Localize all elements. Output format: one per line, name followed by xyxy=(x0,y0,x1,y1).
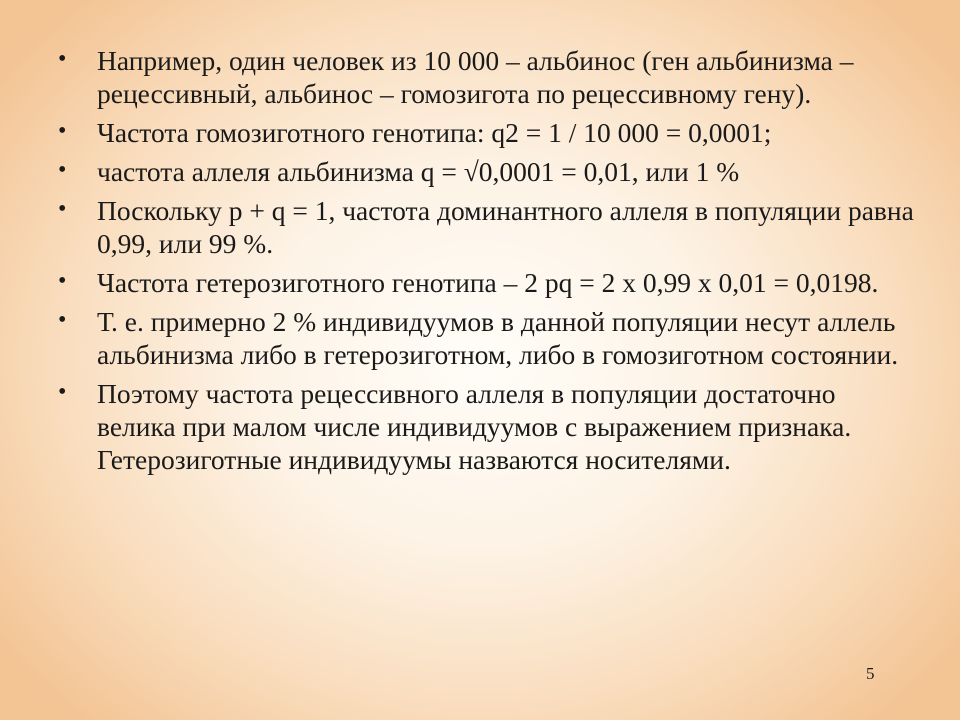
bullet-item-6 xyxy=(58,305,918,371)
bullet-text-6: Т. е. примерно 2 % индивидуумов в данной популяции несут аллель альбинизма либо в гетерозиготном, либо в гомозиготном состоянии. xyxy=(97,306,899,370)
bullet-icon: • xyxy=(58,46,67,72)
bullet-text-5: Частота гетерозиготного генотипа – 2 pq = 2 x 0,99 x 0,01 = 0,0198. xyxy=(97,267,879,298)
bullet-item-3 xyxy=(58,155,918,188)
bullet-icon: • xyxy=(58,157,67,183)
bullet-item-7 xyxy=(58,377,918,476)
bullet-item-4 xyxy=(58,194,918,260)
bullet-text-3: частота аллеля альбинизма q = √0,0001 = 0,01, или 1 % xyxy=(97,156,740,187)
page-number: 5 xyxy=(866,664,875,683)
bullet-icon: • xyxy=(58,379,67,405)
bullet-item-1 xyxy=(58,44,918,110)
bullet-icon: • xyxy=(58,268,67,294)
bullet-icon: • xyxy=(58,307,67,333)
bullet-text-4: Поскольку p + q = 1, частота доминантного аллеля в популяции равна 0,99, или 99 %. xyxy=(97,195,914,259)
bullet-text-1: Например, один человек из 10 000 – альбинос (ген альбинизма – рецессивный, альбинос – гомозигота по рецессивному гену). xyxy=(97,45,854,109)
bullet-icon: • xyxy=(58,118,67,144)
bullet-text-7: Поэтому частота рецессивного аллеля в популяции достаточно велика при малом числе индивидуумов с выражением признака. Гетерозиготные индивидуумы назваются носителями. xyxy=(97,378,852,475)
bullet-icon: • xyxy=(58,196,67,222)
bullet-item-2 xyxy=(58,116,918,149)
bullet-item-5 xyxy=(58,266,918,299)
bullet-text-2: Частота гомозиготного генотипа: q2 = 1 / 10 000 = 0,0001; xyxy=(97,117,772,148)
bullet-list xyxy=(58,44,918,482)
